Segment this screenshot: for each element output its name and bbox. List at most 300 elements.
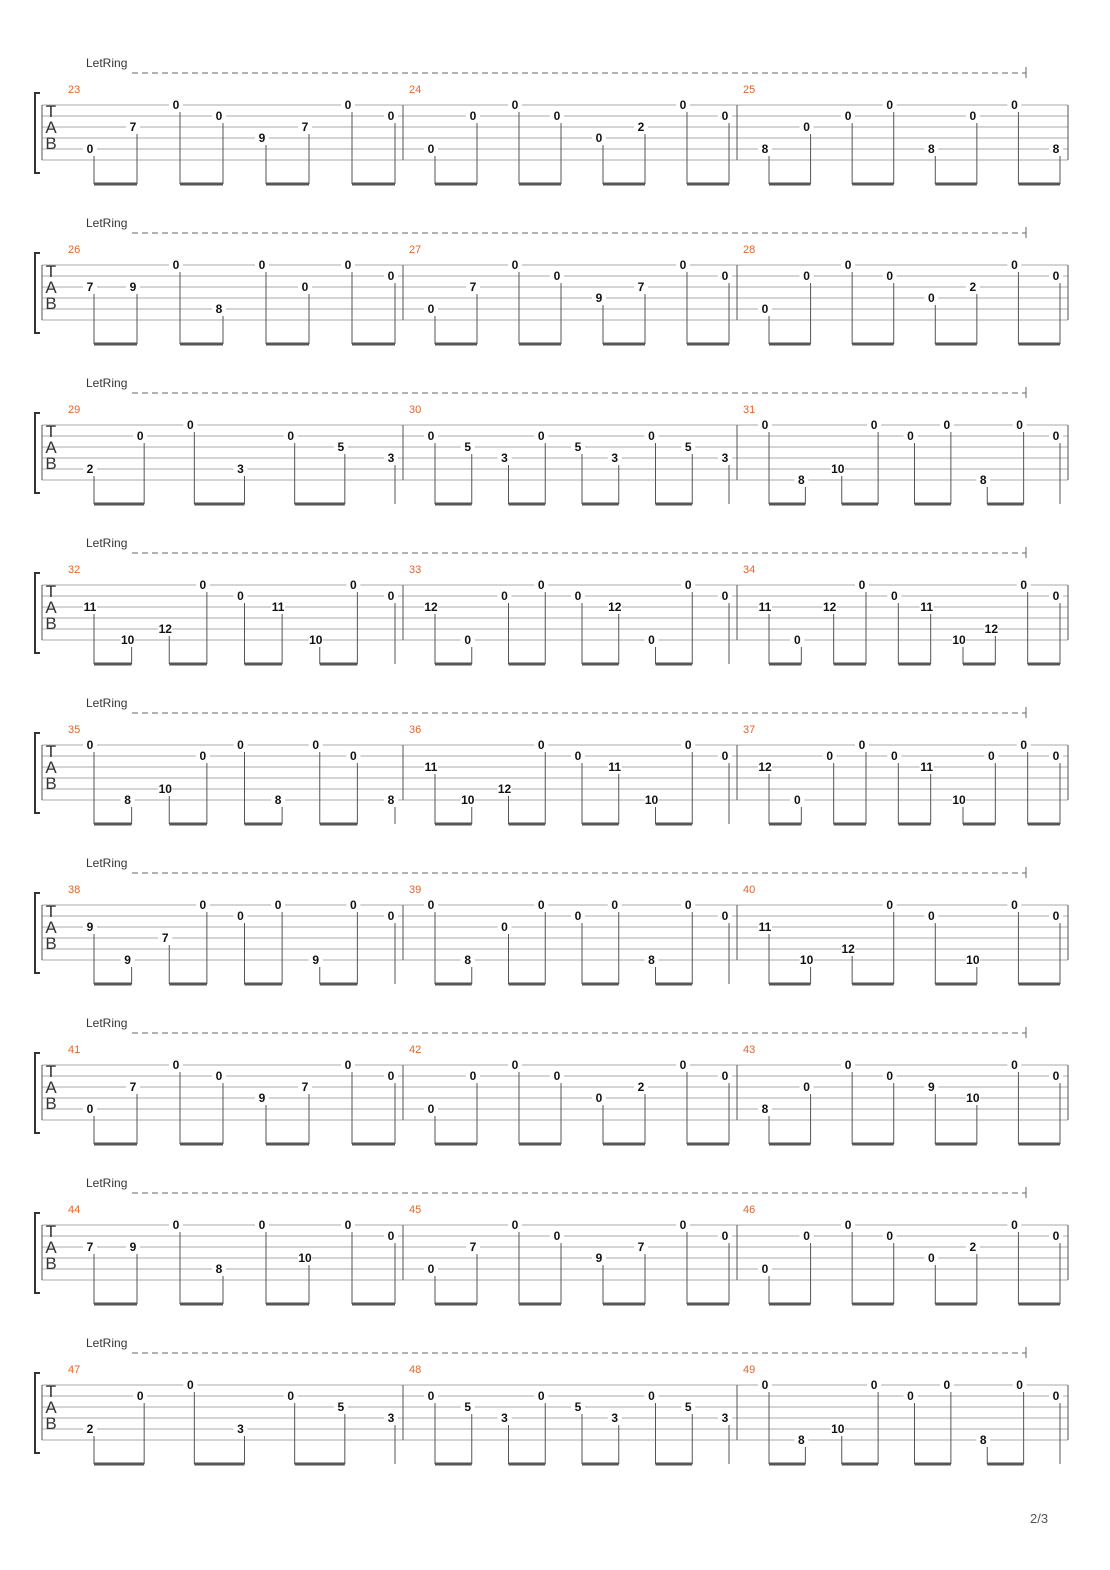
fret-number: 0 [387, 1069, 395, 1083]
fret-number: 10 [309, 633, 323, 647]
letring-label: LetRing [86, 376, 128, 390]
tab-clef-letter: A [45, 918, 57, 937]
fret-number: 0 [943, 418, 951, 432]
fret-number: 10 [831, 1422, 845, 1436]
system-bracket [35, 413, 40, 493]
fret-number: 0 [648, 429, 655, 443]
fret-number: 0 [427, 302, 435, 316]
tab-clef-letter: B [45, 614, 57, 633]
letring-label: LetRing [86, 1176, 128, 1190]
fret-number: 0 [761, 418, 769, 432]
fret-number: 0 [679, 258, 687, 272]
tab-clef-letter: T [45, 422, 57, 441]
fret-number: 10 [298, 1251, 312, 1265]
fret-number: 0 [469, 1069, 477, 1083]
tab-clef-letter: T [45, 1062, 57, 1081]
fret-number: 0 [721, 909, 729, 923]
fret-number: 0 [858, 578, 866, 592]
fret-number: 3 [387, 1411, 395, 1425]
fret-number: 0 [215, 109, 223, 123]
tab-system [35, 1336, 1068, 1464]
fret-number: 0 [969, 109, 977, 123]
fret-number: 0 [595, 1091, 603, 1105]
fret-number: 0 [648, 1389, 655, 1403]
fret-number: 7 [301, 1080, 309, 1094]
fret-number: 0 [258, 258, 266, 272]
fret-number: 10 [120, 633, 135, 647]
fret-number: 0 [86, 142, 94, 156]
fret-number: 0 [312, 738, 320, 752]
fret-number: 8 [124, 793, 131, 807]
fret-number: 0 [1052, 1069, 1060, 1083]
fret-number: 2 [86, 1422, 94, 1436]
fret-number: 9 [312, 953, 320, 967]
measure-number: 40 [743, 884, 756, 896]
fret-number: 0 [350, 578, 357, 592]
fret-number: 12 [158, 622, 172, 636]
fret-number: 0 [1052, 589, 1060, 603]
fret-number: 0 [1020, 738, 1028, 752]
fret-number: 0 [803, 1229, 810, 1243]
tab-system [35, 376, 1068, 504]
fret-number: 0 [172, 1218, 180, 1232]
fret-number: 7 [129, 120, 137, 134]
fret-number: 0 [237, 738, 244, 752]
fret-number: 9 [927, 1080, 935, 1094]
fret-number: 0 [886, 1229, 894, 1243]
fret-number: 0 [301, 280, 309, 294]
fret-number: 9 [129, 1240, 137, 1254]
measure-number: 45 [409, 1204, 422, 1216]
tab-system [35, 216, 1068, 344]
measure-number: 44 [68, 1204, 81, 1216]
measure-number: 35 [68, 724, 81, 736]
fret-number: 0 [136, 429, 144, 443]
fret-number: 5 [684, 440, 692, 454]
fret-number: 0 [574, 589, 582, 603]
tab-system [35, 856, 1068, 984]
fret-number: 0 [803, 269, 810, 283]
measure-number: 28 [743, 244, 756, 256]
fret-number: 0 [237, 909, 244, 923]
fret-number: 7 [637, 280, 645, 294]
letring-label: LetRing [86, 56, 128, 70]
fret-number: 5 [684, 1400, 692, 1414]
fret-number: 0 [199, 578, 207, 592]
fret-number: 0 [943, 1378, 951, 1392]
fret-number: 0 [427, 1102, 435, 1116]
fret-number: 9 [124, 953, 131, 967]
fret-number: 12 [822, 600, 837, 614]
tab-clef-letter: A [45, 758, 57, 777]
fret-number: 10 [966, 953, 980, 967]
fret-number: 10 [831, 462, 845, 476]
fret-number: 0 [511, 1218, 519, 1232]
system-bracket [35, 573, 40, 653]
fret-number: 0 [427, 1389, 435, 1403]
fret-number: 0 [803, 1080, 810, 1094]
letring-label: LetRing [86, 696, 128, 710]
measure-number: 42 [409, 1044, 422, 1056]
fret-number: 12 [984, 622, 999, 636]
tab-clef-letter: A [45, 1078, 57, 1097]
system-bracket [35, 253, 40, 333]
tab-clef-letter: T [45, 1222, 57, 1241]
tab-clef-letter: T [45, 1382, 57, 1401]
fret-number: 0 [1052, 269, 1060, 283]
measure-number: 48 [409, 1364, 422, 1376]
fret-number: 0 [927, 291, 935, 305]
fret-number: 0 [844, 258, 852, 272]
fret-number: 8 [1052, 142, 1060, 156]
tab-clef-letter: A [45, 598, 57, 617]
fret-number: 5 [337, 1400, 345, 1414]
fret-number: 3 [501, 451, 508, 465]
letring-label: LetRing [86, 216, 128, 230]
fret-number: 11 [920, 760, 934, 774]
fret-number: 0 [274, 898, 282, 912]
fret-number: 0 [350, 749, 357, 763]
tab-clef-letter: B [45, 774, 57, 793]
fret-number: 0 [537, 898, 545, 912]
fret-number: 0 [574, 909, 582, 923]
fret-number: 0 [721, 1069, 729, 1083]
fret-number: 11 [608, 760, 622, 774]
fret-number: 0 [1011, 898, 1018, 912]
fret-number: 11 [271, 600, 285, 614]
system-bracket [35, 1373, 40, 1453]
letring-label: LetRing [86, 536, 128, 550]
fret-number: 0 [511, 1058, 519, 1072]
fret-number: 0 [844, 1218, 852, 1232]
measure-number: 36 [409, 724, 422, 736]
fret-number: 0 [469, 109, 477, 123]
fret-number: 8 [761, 1102, 769, 1116]
fret-number: 0 [387, 109, 395, 123]
fret-number: 3 [237, 462, 244, 476]
measure-number: 26 [68, 244, 81, 256]
fret-number: 10 [952, 633, 966, 647]
fret-number: 11 [758, 600, 772, 614]
fret-number: 0 [679, 1218, 687, 1232]
fret-number: 0 [387, 589, 395, 603]
fret-number: 2 [86, 462, 94, 476]
fret-number: 0 [844, 109, 852, 123]
tab-system [35, 1176, 1068, 1304]
fret-number: 0 [537, 578, 545, 592]
fret-number: 5 [337, 440, 345, 454]
fret-number: 0 [215, 1069, 223, 1083]
fret-number: 0 [684, 898, 692, 912]
tab-clef-letter: B [45, 1254, 57, 1273]
letring-label: LetRing [86, 856, 128, 870]
system-bracket [35, 893, 40, 973]
fret-number: 8 [979, 1433, 987, 1447]
tab-clef-letter: B [45, 934, 57, 953]
fret-number: 8 [274, 793, 282, 807]
measure-number: 46 [743, 1204, 756, 1216]
measure-number: 30 [409, 404, 422, 416]
fret-number: 10 [952, 793, 966, 807]
fret-number: 0 [86, 738, 94, 752]
fret-number: 0 [511, 258, 519, 272]
fret-number: 7 [301, 120, 309, 134]
fret-number: 7 [86, 1240, 94, 1254]
fret-number: 0 [553, 269, 561, 283]
system-bracket [35, 1213, 40, 1293]
fret-number: 0 [344, 98, 352, 112]
fret-number: 0 [886, 1069, 894, 1083]
fret-number: 0 [136, 1389, 144, 1403]
fret-number: 0 [1016, 1378, 1023, 1392]
fret-number: 0 [1020, 578, 1028, 592]
fret-number: 5 [574, 440, 582, 454]
fret-number: 0 [387, 1229, 395, 1243]
fret-number: 0 [761, 1262, 769, 1276]
fret-number: 0 [537, 1389, 545, 1403]
tab-clef-letter: B [45, 134, 57, 153]
fret-number: 12 [841, 942, 855, 956]
fret-number: 0 [464, 633, 472, 647]
fret-number: 9 [595, 291, 603, 305]
fret-number: 0 [907, 429, 914, 443]
fret-number: 8 [215, 302, 223, 316]
letring-label: LetRing [86, 1016, 128, 1030]
tab-clef-letter: T [45, 582, 57, 601]
fret-number: 0 [1011, 1218, 1018, 1232]
fret-number: 0 [186, 418, 194, 432]
fret-number: 0 [387, 909, 395, 923]
measure-number: 49 [743, 1364, 756, 1376]
measure-number: 37 [743, 724, 756, 736]
tab-clef-letter: T [45, 102, 57, 121]
measure-number: 41 [68, 1044, 81, 1056]
fret-number: 5 [574, 1400, 582, 1414]
page-number: 2/3 [1030, 1511, 1049, 1526]
tab-clef-letter: A [45, 438, 57, 457]
fret-number: 0 [199, 898, 207, 912]
fret-number: 8 [464, 953, 472, 967]
fret-number: 7 [637, 1240, 645, 1254]
fret-number: 0 [501, 589, 508, 603]
system-bracket [35, 733, 40, 813]
fret-number: 0 [793, 633, 801, 647]
fret-number: 0 [199, 749, 207, 763]
fret-number: 2 [969, 280, 977, 294]
fret-number: 0 [611, 898, 619, 912]
fret-number: 0 [907, 1389, 914, 1403]
fret-number: 0 [258, 1218, 266, 1232]
tab-system [35, 56, 1068, 184]
fret-number: 0 [172, 258, 180, 272]
fret-number: 0 [1052, 909, 1060, 923]
tab-clef-letter: A [45, 278, 57, 297]
fret-number: 0 [684, 738, 692, 752]
tab-clef-letter: B [45, 1094, 57, 1113]
fret-number: 11 [758, 920, 772, 934]
fret-number: 0 [501, 920, 508, 934]
fret-number: 0 [679, 1058, 687, 1072]
fret-number: 3 [611, 1411, 619, 1425]
measure-number: 27 [409, 244, 422, 256]
fret-number: 0 [721, 1229, 729, 1243]
fret-number: 8 [798, 1433, 805, 1447]
fret-number: 9 [86, 920, 94, 934]
fret-number: 0 [886, 98, 894, 112]
fret-number: 12 [424, 600, 438, 614]
fret-number: 3 [501, 1411, 508, 1425]
fret-number: 11 [424, 760, 438, 774]
fret-number: 0 [721, 269, 729, 283]
fret-number: 9 [595, 1251, 603, 1265]
tab-system [35, 696, 1068, 824]
fret-number: 0 [803, 120, 810, 134]
tab-clef-letter: B [45, 454, 57, 473]
tab-clef-letter: A [45, 1398, 57, 1417]
fret-number: 0 [679, 98, 687, 112]
fret-number: 0 [886, 898, 894, 912]
fret-number: 0 [890, 749, 898, 763]
fret-number: 0 [86, 1102, 94, 1116]
tab-clef-letter: B [45, 1414, 57, 1433]
fret-number: 2 [969, 1240, 977, 1254]
fret-number: 0 [1052, 1389, 1060, 1403]
measure-number: 39 [409, 884, 422, 896]
fret-number: 5 [464, 1400, 472, 1414]
fret-number: 0 [844, 1058, 852, 1072]
fret-number: 0 [427, 142, 435, 156]
fret-number: 3 [237, 1422, 244, 1436]
fret-number: 0 [1052, 429, 1060, 443]
fret-number: 2 [637, 1080, 645, 1094]
system-bracket [35, 93, 40, 173]
tab-system [35, 536, 1068, 664]
fret-number: 0 [927, 1251, 935, 1265]
fret-number: 7 [161, 931, 169, 945]
fret-number: 0 [186, 1378, 194, 1392]
fret-number: 0 [858, 738, 866, 752]
fret-number: 9 [258, 1091, 266, 1105]
fret-number: 8 [648, 953, 655, 967]
fret-number: 0 [1052, 1229, 1060, 1243]
fret-number: 0 [1052, 749, 1060, 763]
fret-number: 0 [1011, 258, 1018, 272]
fret-number: 3 [611, 451, 619, 465]
fret-number: 0 [427, 429, 435, 443]
fret-number: 7 [86, 280, 94, 294]
fret-number: 8 [798, 473, 805, 487]
fret-number: 8 [215, 1262, 223, 1276]
tab-system [35, 1016, 1068, 1144]
fret-number: 10 [461, 793, 475, 807]
fret-number: 10 [644, 793, 659, 807]
fret-number: 0 [427, 1262, 435, 1276]
fret-number: 0 [237, 589, 244, 603]
fret-number: 0 [344, 1218, 352, 1232]
fret-number: 12 [608, 600, 622, 614]
fret-number: 0 [826, 749, 834, 763]
fret-number: 0 [595, 131, 603, 145]
measure-number: 34 [743, 564, 756, 576]
fret-number: 11 [920, 600, 934, 614]
fret-number: 0 [870, 1378, 878, 1392]
fret-number: 7 [469, 1240, 477, 1254]
fret-number: 8 [761, 142, 769, 156]
fret-number: 11 [83, 600, 97, 614]
fret-number: 10 [799, 953, 814, 967]
fret-number: 12 [497, 782, 512, 796]
fret-number: 8 [927, 142, 935, 156]
fret-number: 0 [427, 898, 435, 912]
fret-number: 9 [258, 131, 266, 145]
fret-number: 2 [637, 120, 645, 134]
fret-number: 0 [684, 578, 692, 592]
fret-number: 3 [387, 451, 395, 465]
fret-number: 7 [129, 1080, 137, 1094]
fret-number: 0 [1011, 98, 1018, 112]
fret-number: 0 [721, 589, 729, 603]
fret-number: 0 [172, 98, 180, 112]
fret-number: 0 [350, 898, 357, 912]
fret-number: 5 [464, 440, 472, 454]
fret-number: 0 [344, 1058, 352, 1072]
fret-number: 0 [537, 429, 545, 443]
tab-clef-letter: T [45, 902, 57, 921]
measure-number: 43 [743, 1044, 756, 1056]
fret-number: 0 [793, 793, 801, 807]
fret-number: 10 [966, 1091, 980, 1105]
tab-clef-letter: A [45, 118, 57, 137]
measure-number: 32 [68, 564, 81, 576]
fret-number: 0 [287, 1389, 295, 1403]
tab-clef-letter: A [45, 1238, 57, 1257]
measure-number: 25 [743, 84, 756, 96]
fret-number: 0 [987, 749, 995, 763]
fret-number: 0 [553, 109, 561, 123]
measure-number: 47 [68, 1364, 81, 1376]
fret-number: 0 [886, 269, 894, 283]
fret-number: 0 [387, 269, 395, 283]
fret-number: 3 [721, 451, 729, 465]
fret-number: 0 [648, 633, 655, 647]
fret-number: 8 [387, 793, 395, 807]
measure-number: 31 [743, 404, 756, 416]
fret-number: 0 [553, 1069, 561, 1083]
tab-clef-letter: T [45, 262, 57, 281]
letring-label: LetRing [86, 1336, 128, 1350]
tab-clef-letter: T [45, 742, 57, 761]
fret-number: 0 [574, 749, 582, 763]
fret-number: 0 [344, 258, 352, 272]
fret-number: 0 [1011, 1058, 1018, 1072]
fret-number: 0 [761, 1378, 769, 1392]
fret-number: 12 [758, 760, 772, 774]
fret-number: 0 [890, 589, 898, 603]
fret-number: 0 [927, 909, 935, 923]
fret-number: 0 [721, 109, 729, 123]
fret-number: 10 [158, 782, 172, 796]
fret-number: 9 [129, 280, 137, 294]
fret-number: 0 [553, 1229, 561, 1243]
fret-number: 0 [870, 418, 878, 432]
fret-number: 0 [537, 738, 545, 752]
fret-number: 0 [172, 1058, 180, 1072]
fret-number: 3 [721, 1411, 729, 1425]
fret-number: 0 [721, 749, 729, 763]
fret-number: 7 [469, 280, 477, 294]
fret-number: 0 [1016, 418, 1023, 432]
measure-number: 24 [409, 84, 422, 96]
